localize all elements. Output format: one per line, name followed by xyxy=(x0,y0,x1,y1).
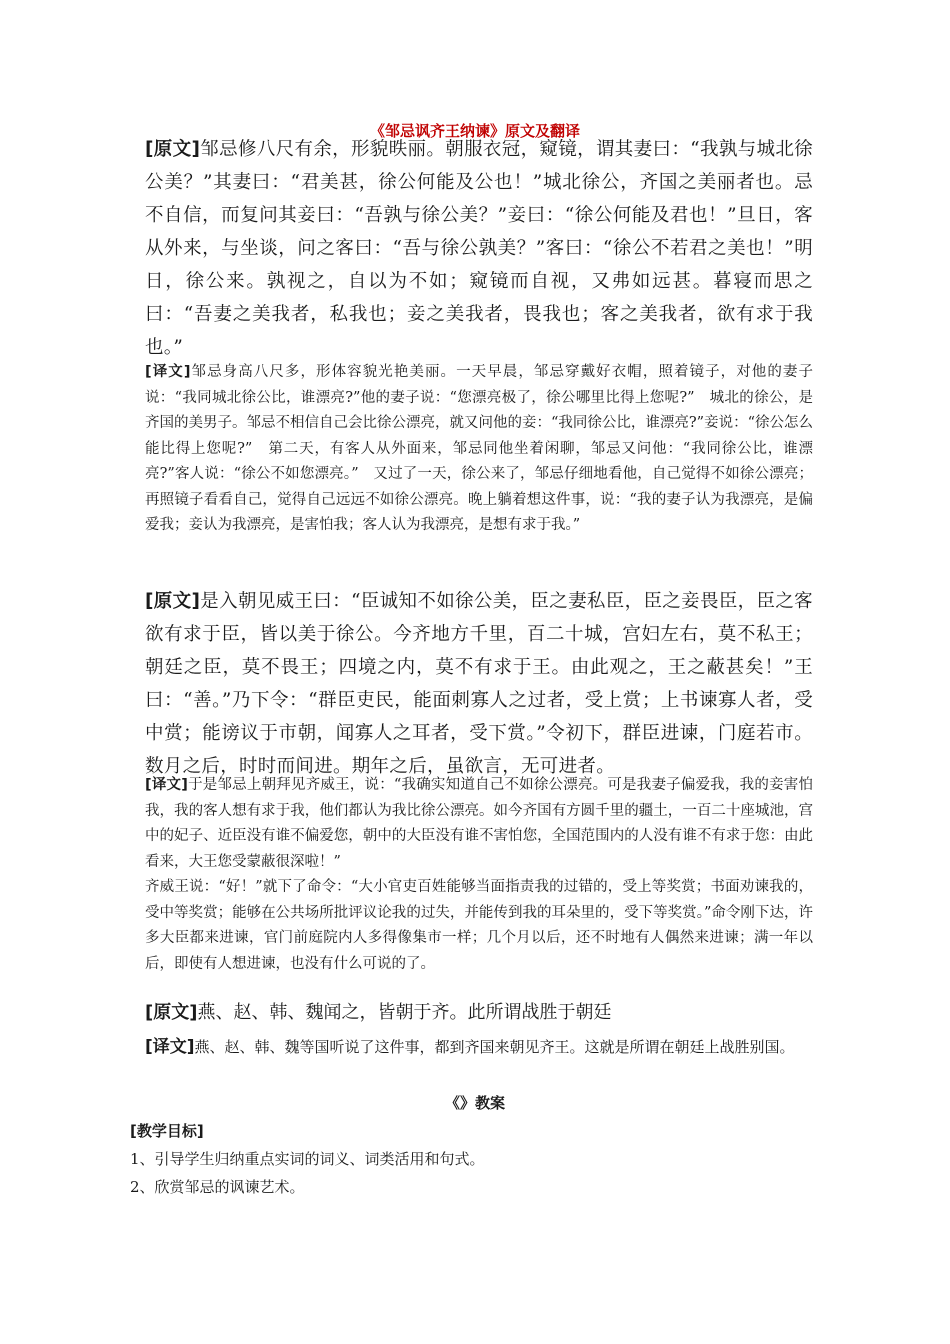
section-text: 是入朝见威王曰：“臣诚知不如徐公美，臣之妻私臣，臣之妾畏臣，臣之客欲有求于臣，皆以美于徐公。今齐地方千里，百二十城，宫妇左右，莫不私王；朝廷之臣，莫不畏王；四境之内，莫不有求于王。由此观之，王之蔽甚矣！”王曰：“善。”乃下令：“群臣吏民，能面刺寡人之过者，受上赏；上书谏寡人者，受中赏；能谤议于市朝，闻寡人之耳者，受下赏。”令初下，群臣进谏，门庭若市。数月之后，时时而间进。期年之后，虽欲言，无可进者。 xyxy=(145,591,813,777)
original-text-3 xyxy=(145,998,813,1024)
translation-text-1 xyxy=(145,360,813,539)
section-tag: [原文] xyxy=(145,591,201,612)
lesson-plan-title: 《》教案 xyxy=(444,1094,505,1112)
section-tag: [译文] xyxy=(145,364,191,380)
section-tag: [译文] xyxy=(145,777,188,793)
goal-item: 1、引导学生归纳重点实词的词义、词类活用和句式。 xyxy=(130,1150,485,1168)
translation-text-3 xyxy=(145,1033,813,1061)
page-title: 《邹忌讽齐王纳谏》原文及翻译 xyxy=(369,122,580,140)
goal-item: 2、欣赏邹忌的讽谏艺术。 xyxy=(130,1178,305,1196)
section-text-continued: 齐威王说：“好！”就下了命令：“大小官吏百姓能够当面指责我的过错的，受上等奖赏；书面劝谏我的，受中等奖赏；能够在公共场所批评议论我的过失，并能传到我的耳朵里的，受下等奖赏。”命令刚下达，许多大臣都来进谏，官门前庭院内人多得像集市一样；几个月以后，还不时地有人偶然来进谏；满一年以后，即使有人想进谏，也没有什么可说的了。 xyxy=(145,879,813,972)
original-text-2 xyxy=(145,585,813,783)
section-text: 邹忌修八尺有余，形貌昳丽。朝服衣冠，窥镜，谓其妻曰：“我孰与城北徐公美？”其妻曰：“君美甚，徐公何能及公也！”城北徐公，齐国之美丽者也。忌不自信，而复问其妾曰：“吾孰与徐公美？”妾曰：“徐公何能及君也！”旦日，客从外来，与坐谈，问之客曰：“吾与徐公孰美？”客曰：“徐公不若君之美也！”明日，徐公来。孰视之，自以为不如；窥镜而自视，又弗如远甚。暮寝而思之曰：“吾妻之美我者，私我也；妾之美我者，畏我也；客之美我者，欲有求于我也。” xyxy=(145,139,813,358)
section-text: 邹忌身高八尺多，形体容貌光艳美丽。一天早晨，邹忌穿戴好衣帽，照着镜子，对他的妻子说：“我同城北徐公比，谁漂亮?”他的妻子说：“您漂亮极了，徐公哪里比得上您呢?” 城北的徐公，是齐国的美男子。邹忌不相信自己会比徐公漂亮，就又问他的妾：“我同徐公比，谁漂亮?”妾说：“徐公怎么能比得上您呢?” 第二天，有客人从外面来，邹忌同他坐着闲聊，邹忌又问他：“我同徐公比，谁漂亮?”客人说：“徐公不如您漂亮。” 又过了一天，徐公来了，邹忌仔细地看他，自己觉得不如徐公漂亮；再照镜子看看自己，觉得自己远远不如徐公漂亮。晚上躺着想这件事，说：“我的妻子认为我漂亮，是偏爱我；妾认为我漂亮，是害怕我；客人认为我漂亮，是想有求于我。” xyxy=(145,364,814,533)
goals-heading: [教学目标] xyxy=(130,1122,204,1140)
section-tag: [译文] xyxy=(145,1037,195,1057)
original-text-1 xyxy=(145,133,813,364)
section-tag: [原文] xyxy=(145,1002,198,1023)
section-text: 燕、赵、韩、魏等国听说了这件事，都到齐国来朝见齐王。这就是所谓在朝廷上战胜别国。 xyxy=(194,1038,795,1056)
section-text: 燕、赵、韩、魏闻之，皆朝于齐。此所谓战胜于朝廷 xyxy=(197,1002,612,1023)
section-text: 于是邹忌上朝拜见齐威王，说：“我确实知道自己不如徐公漂亮。可是我妻子偏爱我，我的妾害怕我，我的客人想有求于我，他们都认为我比徐公漂亮。如今齐国有方圆千里的疆土，一百二十座城池，宫中的妃子、近臣没有谁不偏爱您，朝中的大臣没有谁不害怕您，全国范围内的人没有谁不有求于您：由此看来，大王您受蒙蔽很深啦！” xyxy=(145,777,813,870)
section-tag: [原文] xyxy=(145,139,201,160)
translation-text-2 xyxy=(145,773,813,977)
teaching-goals xyxy=(130,1117,485,1201)
